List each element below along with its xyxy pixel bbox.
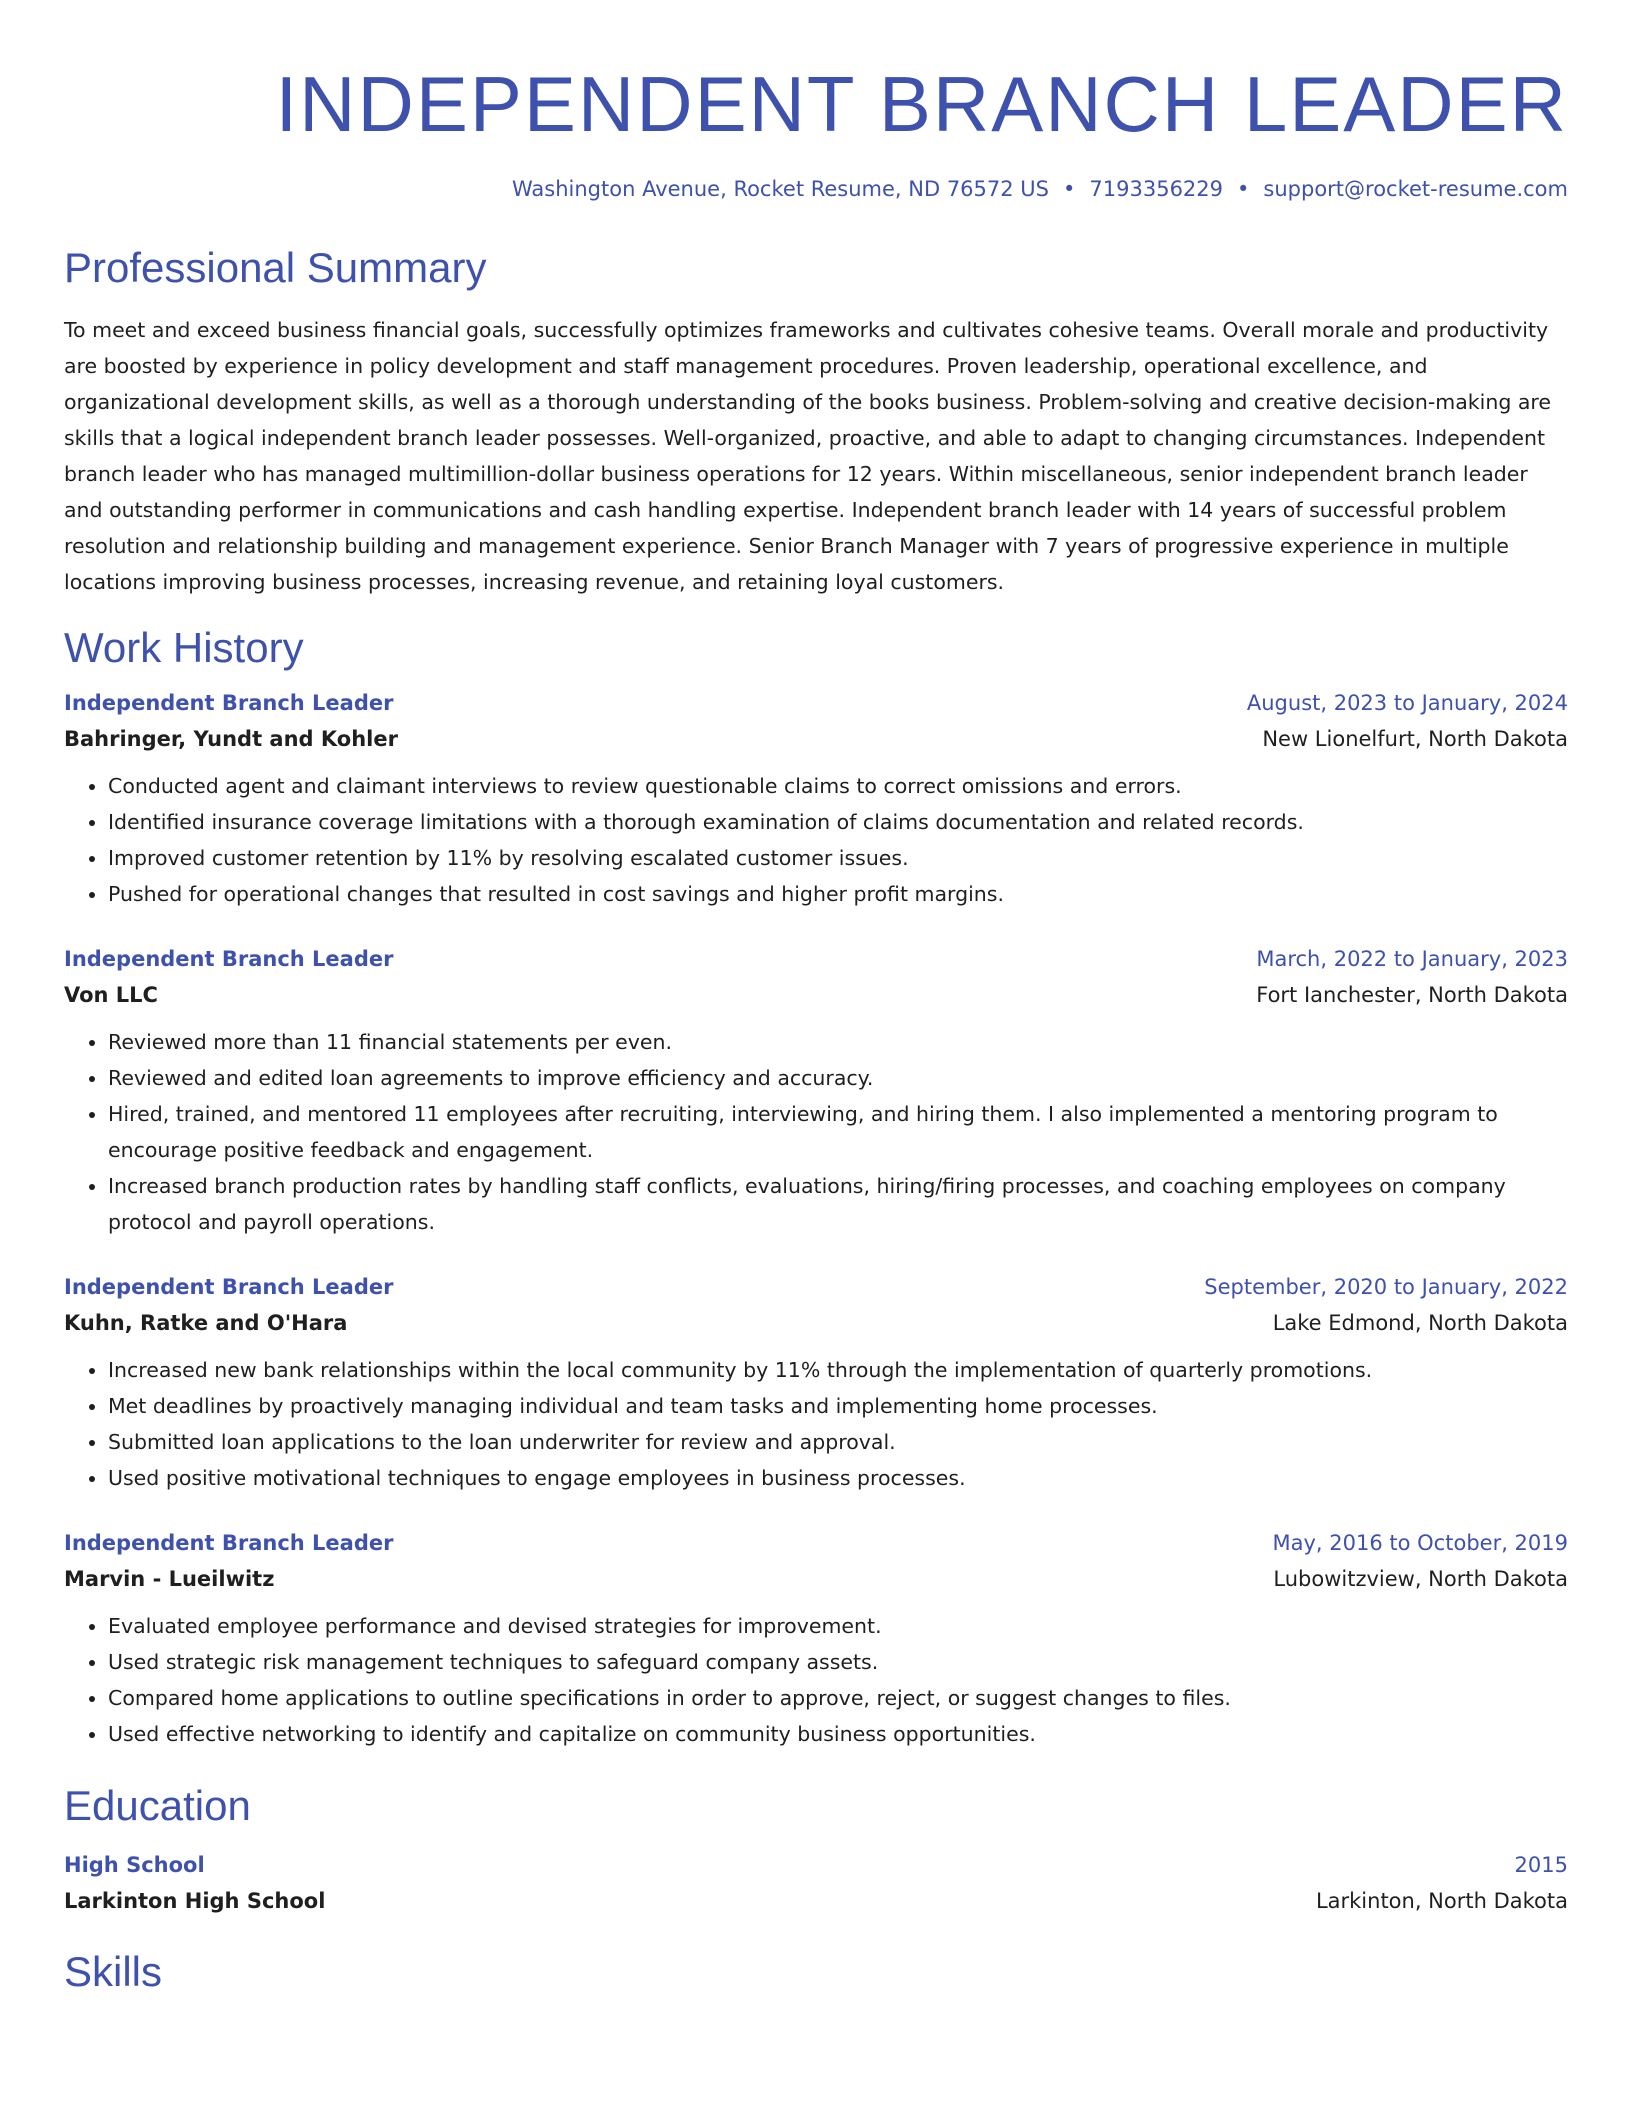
summary-heading: Professional Summary [64,244,487,291]
job-dates: August, 2023 to January, 2024 [1246,691,1568,715]
job-bullets [64,1352,1568,1496]
job-bullet: • Improved customer retention by 11% by resolving escalated customer issues. [108,840,1568,876]
job-dates: September, 2020 to January, 2022 [1204,1275,1568,1299]
contact-email[interactable]: support@rocket-resume.com [1263,177,1568,201]
job-bullet: • Evaluated employee performance and devised strategies for improvement. [108,1608,1568,1644]
job-bullet: • Identified insurance coverage limitations with a thorough examination of claims documentation and related records. [108,804,1568,840]
skills-section [64,1946,1568,1998]
job-entry [64,942,1568,1240]
job-bullet: • Increased new bank relationships within the local community by 11% through the implementation of quarterly promotions. [108,1352,1568,1388]
job-company: Marvin - Lueilwitz [64,1567,275,1591]
job-entry [64,686,1568,912]
work-history-section [64,622,1568,1752]
job-bullets [64,1024,1568,1240]
job-entry [64,1526,1568,1752]
skills-heading: Skills [64,1948,163,1995]
job-dates: May, 2016 to October, 2019 [1272,1531,1568,1555]
job-entry [64,1270,1568,1496]
job-bullet: • Used positive motivational techniques to engage employees in business processes. [108,1460,1568,1496]
education-school: Larkinton High School [64,1889,326,1913]
contact-separator: • [1237,177,1250,201]
job-bullets [64,768,1568,912]
job-location: New Lionelfurt, North Dakota [1262,727,1568,751]
work-history-heading: Work History [64,624,304,671]
job-dates: March, 2022 to January, 2023 [1256,947,1568,971]
job-bullet: • Compared home applications to outline specifications in order to approve, reject, or suggest changes to files. [108,1680,1568,1716]
job-title: Independent Branch Leader [64,691,394,715]
contact-phone: 7193356229 [1089,177,1224,201]
education-heading: Education [64,1782,251,1829]
job-title: Independent Branch Leader [64,1531,394,1555]
job-location: Lubowitzview, North Dakota [1273,1567,1568,1591]
job-bullet: • Used effective networking to identify and capitalize on community business opportunities. [108,1716,1568,1752]
education-location: Larkinton, North Dakota [1315,1889,1568,1913]
job-bullet: • Met deadlines by proactively managing individual and team tasks and implementing home processes. [108,1388,1568,1424]
education-degree: High School [64,1853,205,1877]
job-company: Von LLC [64,983,158,1007]
job-bullet: • Used strategic risk management techniques to safeguard company assets. [108,1644,1568,1680]
job-bullet: • Reviewed and edited loan agreements to improve efficiency and accuracy. [108,1060,1568,1096]
job-location: Fort Ianchester, North Dakota [1256,983,1568,1007]
education-entry [64,1848,1568,1920]
contact-line [64,174,1568,204]
job-company: Kuhn, Ratke and O'Hara [64,1311,348,1335]
job-bullet: • Submitted loan applications to the loan underwriter for review and approval. [108,1424,1568,1460]
job-location: Lake Edmond, North Dakota [1272,1311,1568,1335]
job-bullet: • Hired, trained, and mentored 11 employees after recruiting, interviewing, and hiring them. I also implemented a mentoring program to encourage positive feedback and engagement. [108,1096,1568,1168]
resume-name: INDEPENDENT BRANCH LEADER [275,60,1568,148]
summary-section [64,242,1568,600]
job-bullet: • Increased branch production rates by handling staff conflicts, evaluations, hiring/firing processes, and coaching employees on company protocol and payroll operations. [108,1168,1568,1240]
contact-separator: • [1063,177,1076,201]
contact-address: Washington Avenue, Rocket Resume, ND 76572 US [511,177,1050,201]
job-bullet: • Pushed for operational changes that resulted in cost savings and higher profit margins. [108,876,1568,912]
job-title: Independent Branch Leader [64,947,394,971]
summary-text: To meet and exceed business financial goals, successfully optimizes frameworks and cultivates cohesive teams. Overall morale and productivity are boosted by experience in policy development and staff management procedures. Proven leadership, operational excellence, and organizational development skills, as well as a thorough understanding of the books business. Problem-solving and creative decision-making are skills that a logical independent branch leader possesses. Well-organized, proactive, and able to adapt to changing circumstances. Independent branch leader who has managed multimillion-dollar business operations for 12 years. Within miscellaneous, senior independent branch leader and outstanding performer in communications and cash handling expertise. Independent branch leader with 14 years of successful problem resolution and relationship building and management experience. Senior Branch Manager with 7 years of progressive experience in multiple locations improving business processes, increasing revenue, and retaining loyal customers. [64,318,1552,594]
job-title: Independent Branch Leader [64,1275,394,1299]
job-bullet: • Conducted agent and claimant interviews to review questionable claims to correct omissions and errors. [108,768,1568,804]
job-bullet: • Reviewed more than 11 financial statements per even. [108,1024,1568,1060]
job-company: Bahringer, Yundt and Kohler [64,727,398,751]
education-section [64,1780,1568,1920]
education-year: 2015 [1514,1853,1568,1877]
job-bullets [64,1608,1568,1752]
